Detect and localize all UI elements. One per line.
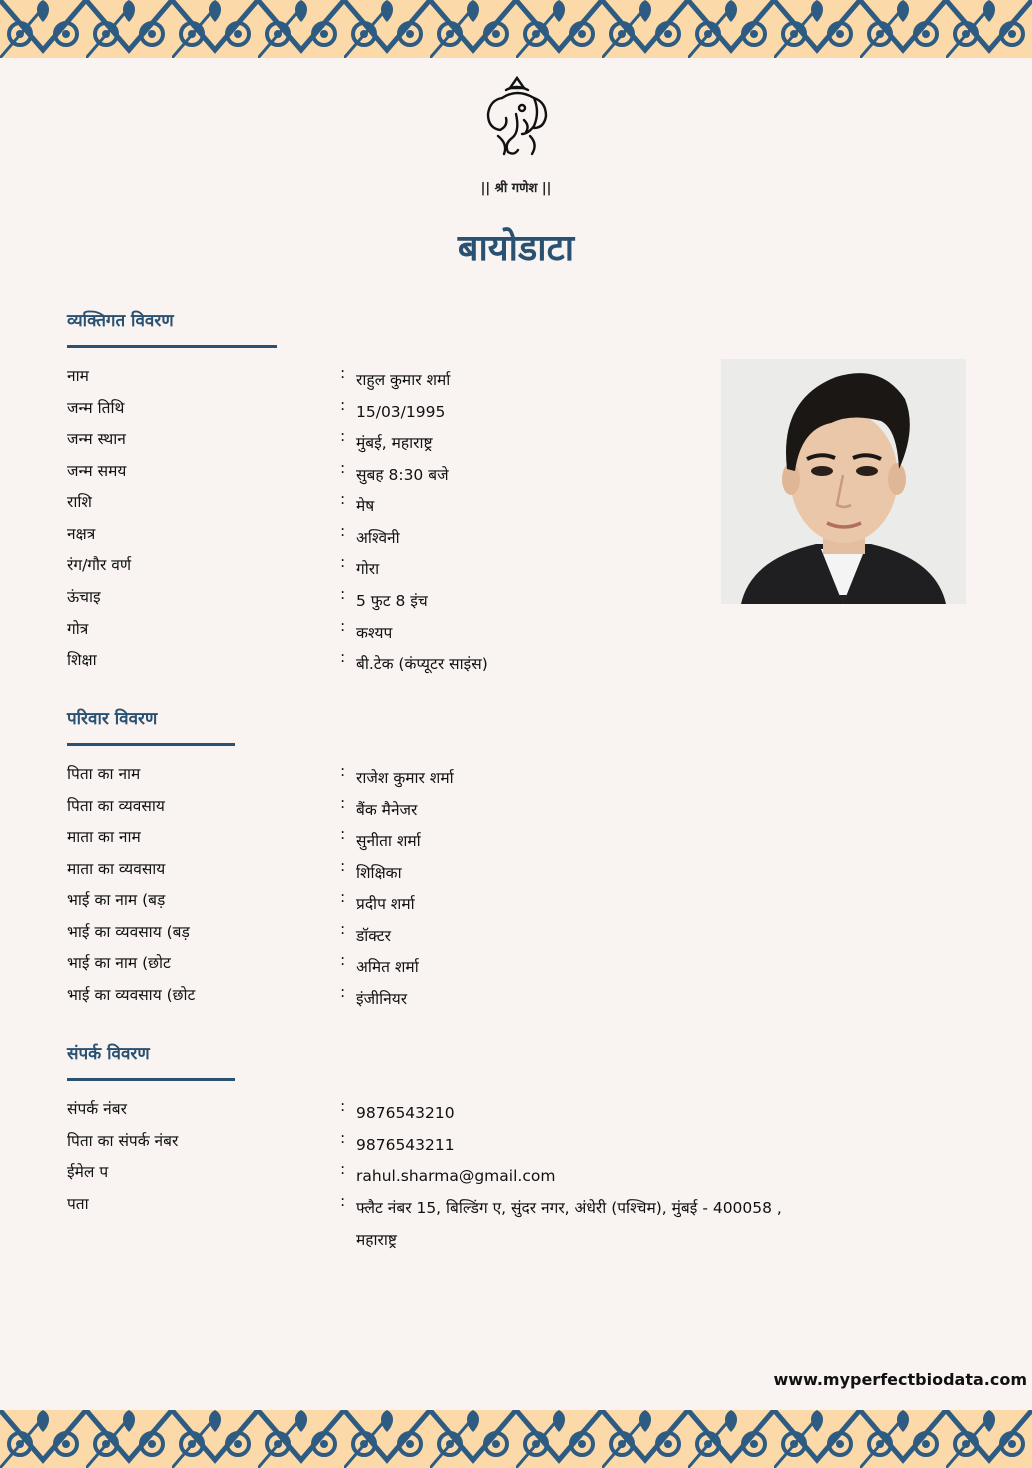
- row-label: ऊंचाइ: [67, 588, 101, 606]
- profile-photo: [721, 359, 966, 604]
- family-section-heading: परिवार विवरण: [67, 709, 158, 729]
- row-value: अमित शर्मा: [356, 958, 419, 976]
- row-value: कश्यप: [356, 624, 393, 642]
- row-separator: :: [340, 1097, 346, 1115]
- row-label: नक्षत्र: [67, 525, 96, 543]
- personal-section-rule: [67, 345, 277, 348]
- row-separator: :: [340, 585, 346, 603]
- row-label: भाई का नाम (बड़: [67, 891, 166, 909]
- contact-section-heading: संपर्क विवरण: [67, 1044, 150, 1064]
- row-label: भाई का व्यवसाय (छोट: [67, 986, 196, 1004]
- row-value: प्रदीप शर्मा: [356, 895, 415, 913]
- row-label: राशि: [67, 493, 92, 511]
- row-separator: :: [340, 1192, 346, 1210]
- page-title: बायोडाटा: [457, 228, 575, 269]
- row-separator: :: [340, 951, 346, 969]
- row-separator: :: [340, 888, 346, 906]
- row-label: शिक्षा: [67, 651, 97, 669]
- row-separator: :: [340, 857, 346, 875]
- row-label: पिता का व्यवसाय: [67, 797, 165, 815]
- row-label: पता: [67, 1195, 89, 1213]
- bottom-ornamental-border: [0, 1410, 1032, 1468]
- row-value: 9876543210: [356, 1104, 455, 1122]
- row-label: गोत्र: [67, 620, 89, 638]
- row-separator: :: [340, 459, 346, 477]
- row-separator: :: [340, 553, 346, 571]
- row-separator: :: [340, 427, 346, 445]
- row-value: डॉक्टर: [356, 927, 391, 945]
- row-separator: :: [340, 825, 346, 843]
- row-value: गोरा: [356, 560, 380, 578]
- row-label: ईमेल प: [67, 1163, 109, 1181]
- row-value: इंजीनियर: [356, 990, 408, 1008]
- blessing-text: || श्री गणेश ||: [480, 181, 552, 196]
- row-separator: :: [340, 920, 346, 938]
- row-value: फ्लैट नंबर 15, बिल्डिंग ए, सुंदर नगर, अंधेरी (पश्चिम), मुंबई - 400058 , महाराष्ट्र: [356, 1199, 782, 1249]
- ganesha-icon: [482, 74, 552, 160]
- row-label: जन्म स्थान: [67, 430, 126, 448]
- contact-section-rule: [67, 1078, 235, 1081]
- row-value: राजेश कुमार शर्मा: [356, 769, 454, 787]
- row-label: माता का नाम: [67, 828, 141, 846]
- row-label: रंग/गौर वर्ण: [67, 556, 132, 574]
- row-separator: :: [340, 648, 346, 666]
- row-separator: :: [340, 1160, 346, 1178]
- row-separator: :: [340, 794, 346, 812]
- row-value: सुनीता शर्मा: [356, 832, 421, 850]
- top-ornamental-border: [0, 0, 1032, 58]
- row-value: अश्विनी: [356, 529, 400, 547]
- personal-section-heading: व्यक्तिगत विवरण: [67, 311, 174, 331]
- row-value: राहुल कुमार शर्मा: [356, 371, 451, 389]
- row-value: बैंक मैनेजर: [356, 801, 418, 819]
- row-label: पिता का नाम: [67, 765, 141, 783]
- row-value: 15/03/1995: [356, 403, 446, 421]
- row-label: माता का व्यवसाय: [67, 860, 166, 878]
- row-separator: :: [340, 396, 346, 414]
- row-separator: :: [340, 617, 346, 635]
- row-value: मुंबई, महाराष्ट्र: [356, 434, 433, 452]
- row-value: सुबह 8:30 बजे: [356, 466, 449, 484]
- row-label: संपर्क नंबर: [67, 1100, 127, 1118]
- row-separator: :: [340, 364, 346, 382]
- row-separator: :: [340, 522, 346, 540]
- row-value: 9876543211: [356, 1136, 455, 1154]
- row-value: 5 फुट 8 इंच: [356, 592, 428, 610]
- row-separator: :: [340, 762, 346, 780]
- row-value: rahul.sharma@gmail.com: [356, 1167, 556, 1185]
- row-separator: :: [340, 490, 346, 508]
- row-separator: :: [340, 1129, 346, 1147]
- family-section-rule: [67, 743, 235, 746]
- website-link[interactable]: www.myperfectbiodata.com: [773, 1370, 1027, 1389]
- row-value: मेष: [356, 497, 375, 515]
- row-label: भाई का नाम (छोट: [67, 954, 171, 972]
- row-value: शिक्षिका: [356, 864, 402, 882]
- row-label: जन्म तिथि: [67, 399, 125, 417]
- row-label: भाई का व्यवसाय (बड़: [67, 923, 190, 941]
- row-value: बी.टेक (कंप्यूटर साइंस): [356, 655, 488, 673]
- row-separator: :: [340, 983, 346, 1001]
- row-label: जन्म समय: [67, 462, 127, 480]
- row-label: पिता का संपर्क नंबर: [67, 1132, 179, 1150]
- row-label: नाम: [67, 367, 89, 385]
